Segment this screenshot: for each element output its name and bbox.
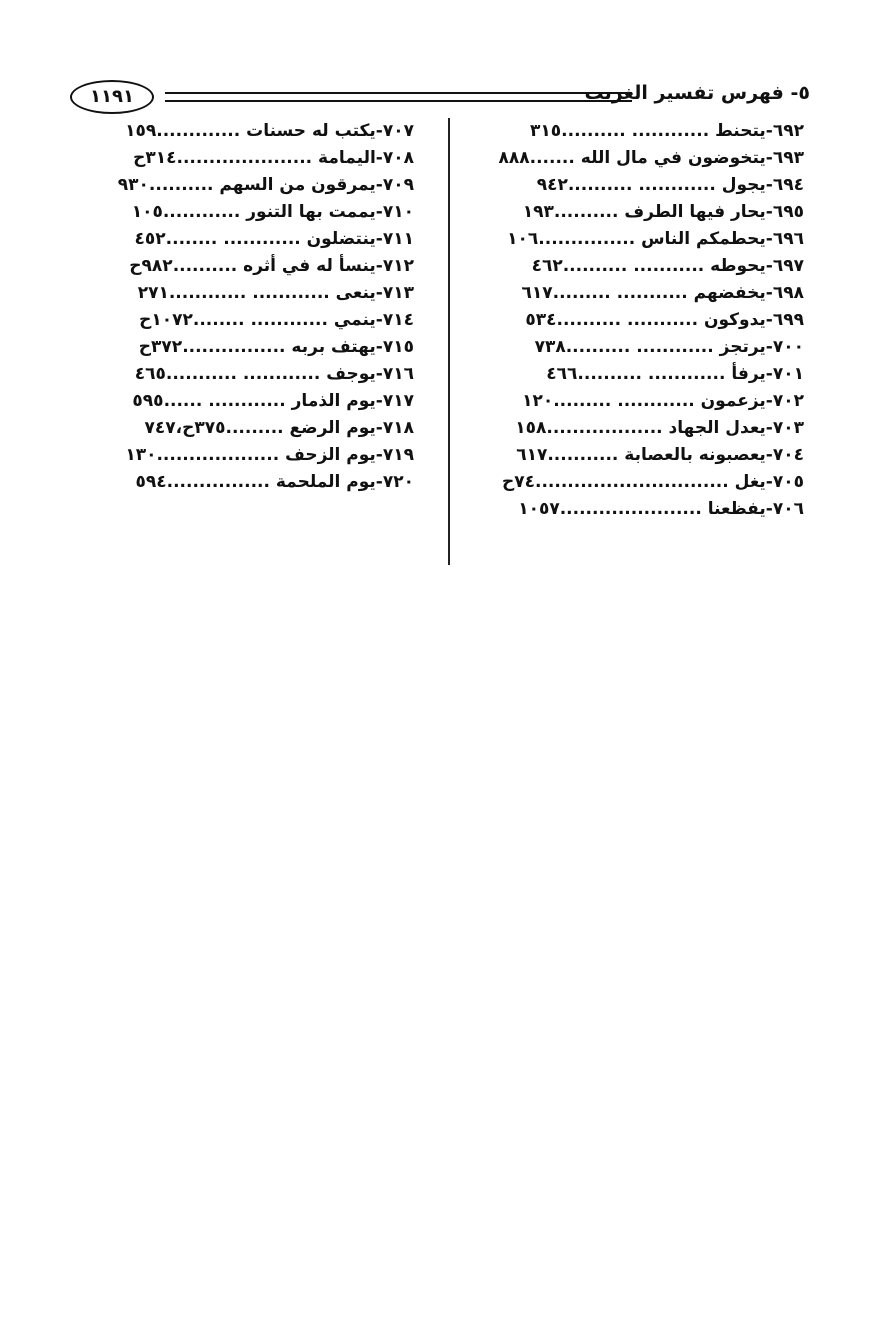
index-entry: ٧١١-ينتضلون ............ ........٤٥٢: [134, 229, 414, 249]
header-double-rule: [165, 92, 632, 102]
index-entry: ٧١٠-يممت بها التنور ............١٠٥: [131, 202, 414, 222]
index-entry: ٧١٩-يوم الزحف ...................١٣٠: [125, 445, 414, 465]
index-entry: ٧٠٨-اليمامة .....................٣١٤ح: [133, 148, 414, 168]
index-entry: ٦٩٩-يدوكون ........... ..........٥٣٤: [525, 310, 804, 330]
index-entry: ٧١٨-يوم الرضع .........٣٧٥ح،٧٤٧: [144, 418, 414, 438]
index-entry: ٧٠٤-يعصبونه بالعصابة ...........٦١٧: [516, 445, 804, 465]
index-entry: ٦٩٤-يجول ............ ..........٩٤٢: [536, 175, 804, 195]
index-entry: ٦٩٧-يحوطه ........... ..........٤٦٢: [531, 256, 804, 276]
index-entry: ٦٩٥-يحار فيها الطرف ..........١٩٣: [522, 202, 804, 222]
index-entry: ٦٩٦-يحطمكم الناس ...............١٠٦: [507, 229, 804, 249]
index-column-left: [84, 118, 414, 496]
index-entry: ٧٠١-يرفأ ............ ..........٤٦٦: [546, 364, 804, 384]
page-number-badge: ١١٩١: [70, 80, 154, 114]
index-entry: ٧٠٧-يكتب له حسنات .............١٥٩: [125, 121, 414, 141]
index-entry: ٧٠٣-يعدل الجهاد ..................١٥٨: [515, 418, 804, 438]
index-entry: ٧١٤-ينمي ............ ........١٠٧٢ح: [139, 310, 414, 330]
index-entry: ٧٠٩-يمرقون من السهم ..........٩٣٠: [117, 175, 414, 195]
index-entry: ٦٩٢-يتحنط ............ ..........٣١٥: [530, 121, 804, 141]
index-entry: ٧٢٠-يوم الملحمة ................٥٩٤: [135, 472, 414, 492]
index-column-right: [474, 118, 804, 523]
index-entry: ٦٩٣-يتخوضون في مال الله .......٨٨٨: [498, 148, 804, 168]
index-entry: ٧١٢-ينسأ له في أثره ..........٩٨٢ح: [129, 256, 414, 276]
index-entry: ٧٠٠-يرتجز ............ ..........٧٣٨: [534, 337, 804, 357]
column-divider: [448, 118, 450, 565]
index-entry: ٧١٣-ينعى ............ ............٢٧١: [137, 283, 414, 303]
index-entry: ٧٠٢-يزعمون ............ .........١٢٠: [522, 391, 804, 411]
index-entry: ٧١٧-يوم الذمار ............ ......٥٩٥: [132, 391, 414, 411]
section-title: ٥- فهرس تفسير الغريب: [584, 82, 810, 104]
index-entry: ٦٩٨-يخفضهم ........... .........٦١٧: [521, 283, 804, 303]
index-entry: ٧٠٥-يغل ..............................٧٤ح: [501, 472, 804, 492]
index-entry: ٧٠٦-يفظعنا ......................١٠٥٧: [518, 499, 804, 519]
index-entry: ٧١٦-يوجف ............ ...........٤٦٥: [134, 364, 414, 384]
page-header: [70, 76, 810, 116]
index-entry: ٧١٥-يهتف بربه ................٣٧٢ح: [138, 337, 414, 357]
